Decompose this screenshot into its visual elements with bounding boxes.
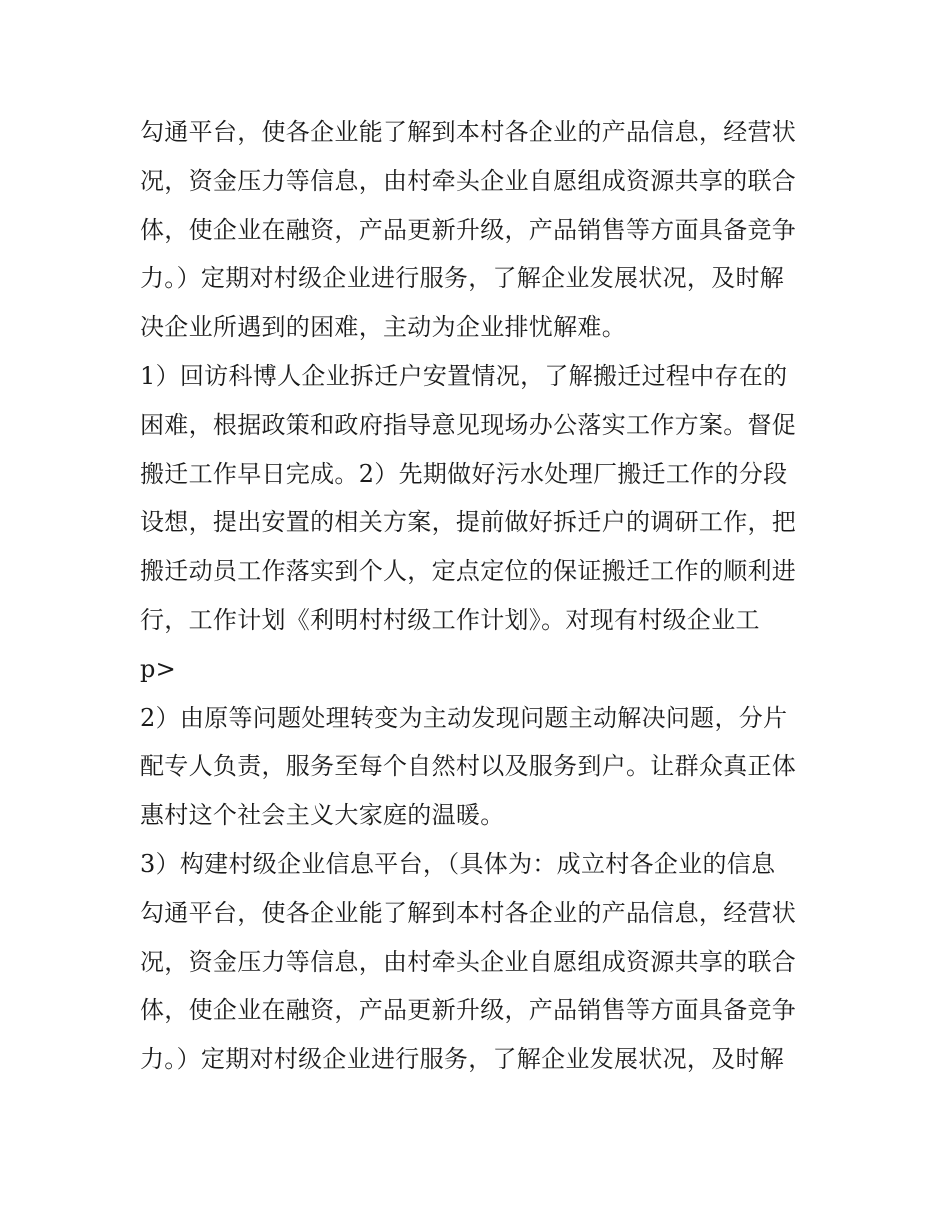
text-line: 配专人负责，服务至每个自然村以及服务到户。让群众真正体 [140, 752, 797, 781]
text-line: 力。）定期对村级企业进行服务，了解企业发展状况，及时解 [140, 264, 785, 293]
text-line: 惠村这个社会主义大家庭的温暖。 [140, 801, 505, 830]
text-line: 况，资金压力等信息，由村牵头企业自愿组成资源共享的联合 [140, 947, 797, 976]
text-line: 勾通平台，使各企业能了解到本村各企业的产品信息，经营状 [140, 118, 797, 146]
text-line: 搬迁工作早日完成。2）先期做好污水处理厂搬迁工作的分段 [140, 459, 788, 488]
text-line: 困难，根据政策和政府指导意见现场办公落实工作方案。督促 [140, 410, 797, 439]
text-line: 体，使企业在融资，产品更新升级，产品销售等方面具备竞争 [140, 996, 797, 1025]
text-line: 1）回访科博人企业拆迁户安置情况，了解搬迁过程中存在的 [140, 361, 788, 390]
text-line: 设想，提出安置的相关方案，提前做好拆迁户的调研工作，把 [140, 508, 797, 537]
text-line: 3）构建村级企业信息平台，（具体为：成立村各企业的信息 [140, 849, 776, 878]
text-line: p> [140, 654, 177, 683]
text-line: 决企业所遇到的困难，主动为企业排忧解难。 [140, 313, 626, 342]
text-line: 行，工作计划《利明村村级工作计划》。对现有村级企业工 [140, 605, 760, 634]
text-line: 力。）定期对村级企业进行服务，了解企业发展状况，及时解 [140, 1045, 785, 1074]
text-line: 勾通平台，使各企业能了解到本村各企业的产品信息，经营状 [140, 898, 797, 927]
text-line: 况，资金压力等信息，由村牵头企业自愿组成资源共享的联合 [140, 166, 797, 195]
text-line: 搬迁动员工作落实到个人，定点定位的保证搬迁工作的顺利进 [140, 557, 797, 586]
text-line: 体，使企业在融资，产品更新升级，产品销售等方面具备竞争 [140, 215, 797, 244]
text-line: 2）由原等问题处理转变为主动发现问题主动解决问题，分片 [140, 703, 788, 732]
document-body [140, 108, 830, 1084]
